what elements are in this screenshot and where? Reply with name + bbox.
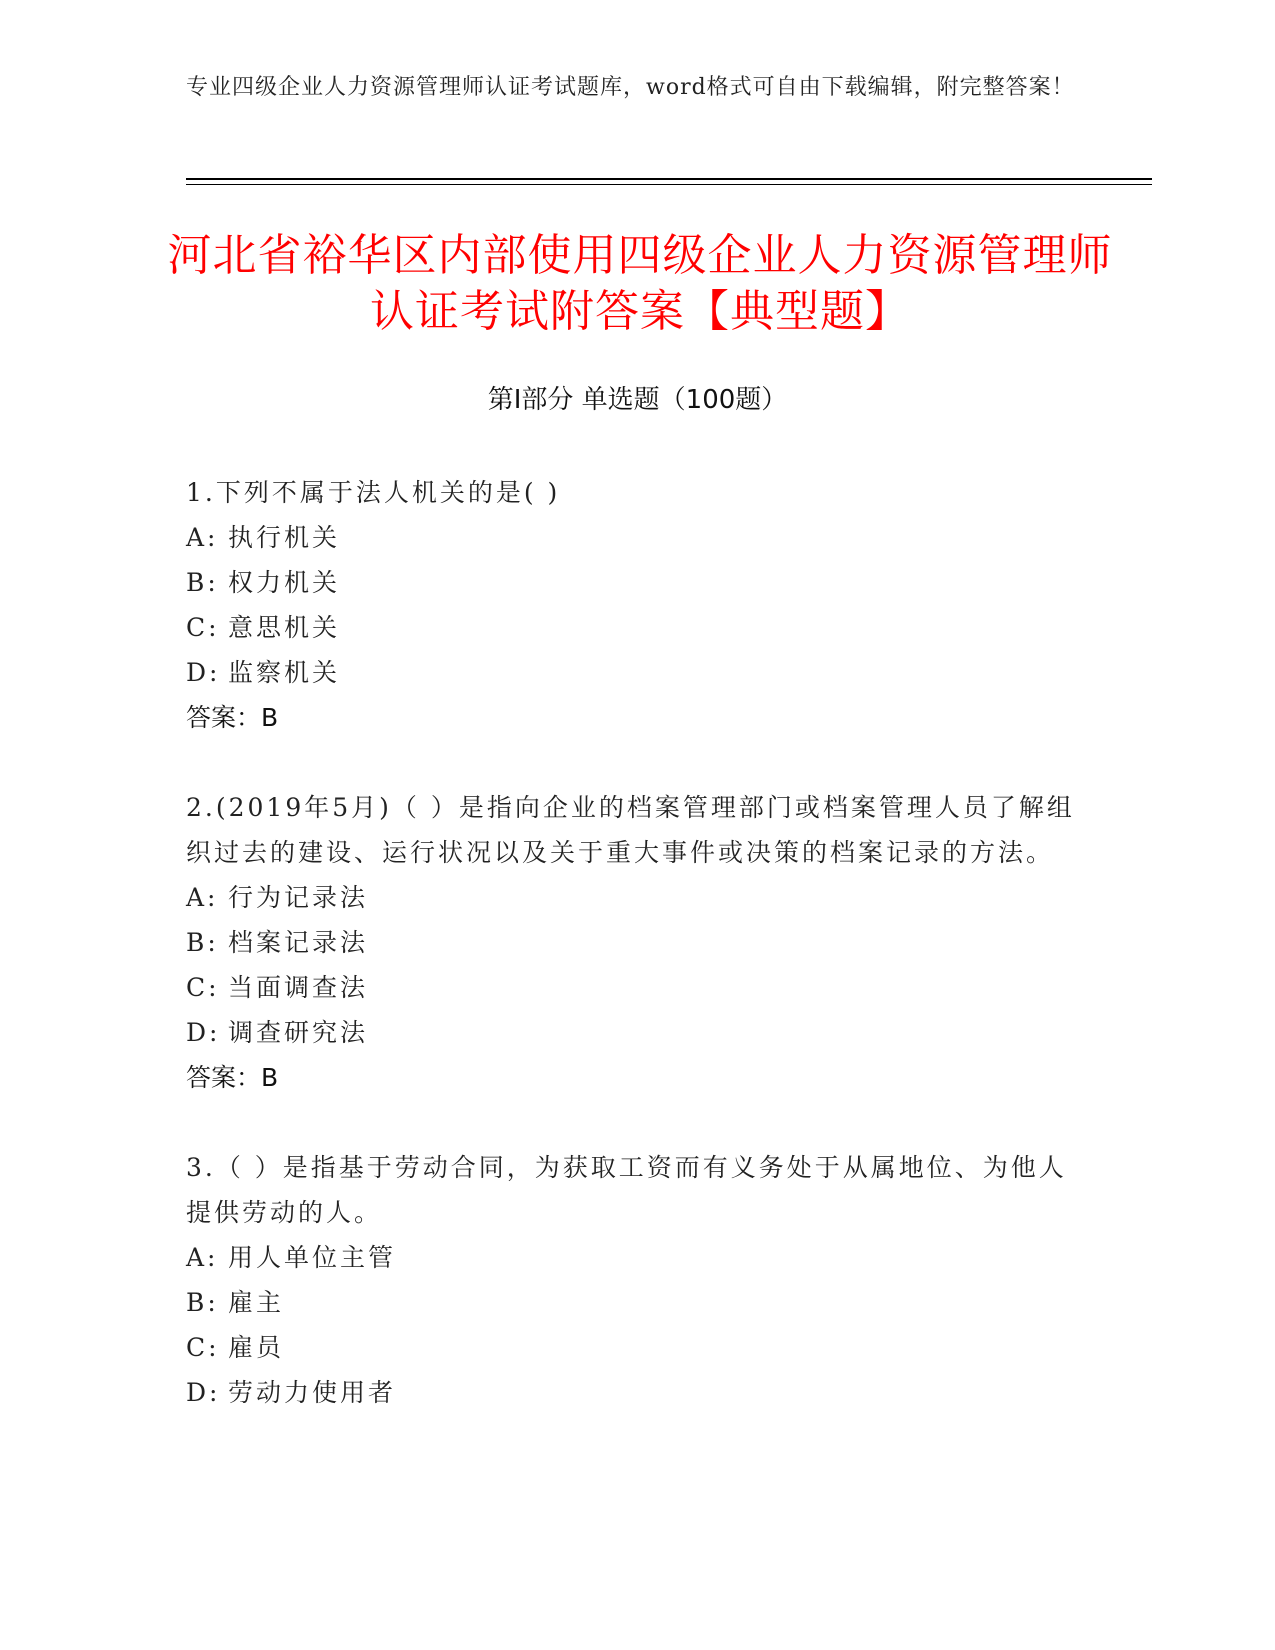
option-b	[186, 1280, 1086, 1325]
question-list	[186, 470, 1086, 1460]
option-b	[186, 560, 1086, 605]
option-letter: B:	[186, 1288, 219, 1317]
option-letter: D:	[186, 1378, 221, 1407]
header-divider-thin	[186, 184, 1152, 185]
option-letter: A:	[186, 523, 219, 552]
option-c	[186, 605, 1086, 650]
option-b	[186, 920, 1086, 965]
question-1	[186, 470, 1086, 740]
option-letter: C:	[186, 613, 220, 642]
option-text: 档案记录法	[228, 928, 369, 957]
option-text: 权力机关	[228, 568, 341, 597]
question-stem: 1.下列不属于法人机关的是( )	[186, 478, 561, 507]
option-letter: D:	[186, 1018, 221, 1047]
option-text: 雇主	[228, 1288, 285, 1317]
option-text: 当面调查法	[228, 973, 369, 1002]
option-text: 监察机关	[228, 658, 341, 687]
option-c	[186, 1325, 1086, 1370]
option-d	[186, 1370, 1086, 1415]
option-text: 意思机关	[228, 613, 341, 642]
option-text: 调查研究法	[228, 1018, 369, 1047]
option-text: 雇员	[228, 1333, 285, 1362]
option-a	[186, 875, 1086, 920]
option-c	[186, 965, 1086, 1010]
question-stem: 3.（ ）是指基于劳动合同，为获取工资而有义务处于从属地位、为他人提供劳动的人。	[186, 1153, 1067, 1227]
option-a	[186, 1235, 1086, 1280]
option-text: 劳动力使用者	[228, 1378, 397, 1407]
option-text: 执行机关	[228, 523, 341, 552]
option-d	[186, 1010, 1086, 1055]
option-letter: A:	[186, 883, 219, 912]
section-title: 第Ⅰ部分 单选题（100题）	[487, 385, 788, 415]
option-letter: A:	[186, 1243, 219, 1272]
option-letter: B:	[186, 568, 219, 597]
option-letter: C:	[186, 973, 220, 1002]
header-note: 专业四级企业人力资源管理师认证考试题库，word格式可自由下载编辑，附完整答案！	[186, 75, 1075, 100]
answer-line: 答案：B	[186, 703, 279, 732]
option-letter: D:	[186, 658, 221, 687]
question-3	[186, 1145, 1086, 1415]
option-d	[186, 650, 1086, 695]
option-a	[186, 515, 1086, 560]
question-2	[186, 785, 1086, 1100]
question-stem: 2.(2019年5月)（ ）是指向企业的档案管理部门或档案管理人员了解组织过去的建设、运行状况以及关于重大事件或决策的档案记录的方法。	[186, 793, 1075, 867]
option-letter: B:	[186, 928, 219, 957]
document-title: 河北省裕华区内部使用四级企业人力资源管理师认证考试附答案【典型题】	[167, 230, 1113, 337]
option-text: 用人单位主管	[228, 1243, 397, 1272]
option-text: 行为记录法	[228, 883, 369, 912]
header-divider-thick	[186, 178, 1152, 180]
option-letter: C:	[186, 1333, 220, 1362]
answer-line: 答案：B	[186, 1063, 279, 1092]
